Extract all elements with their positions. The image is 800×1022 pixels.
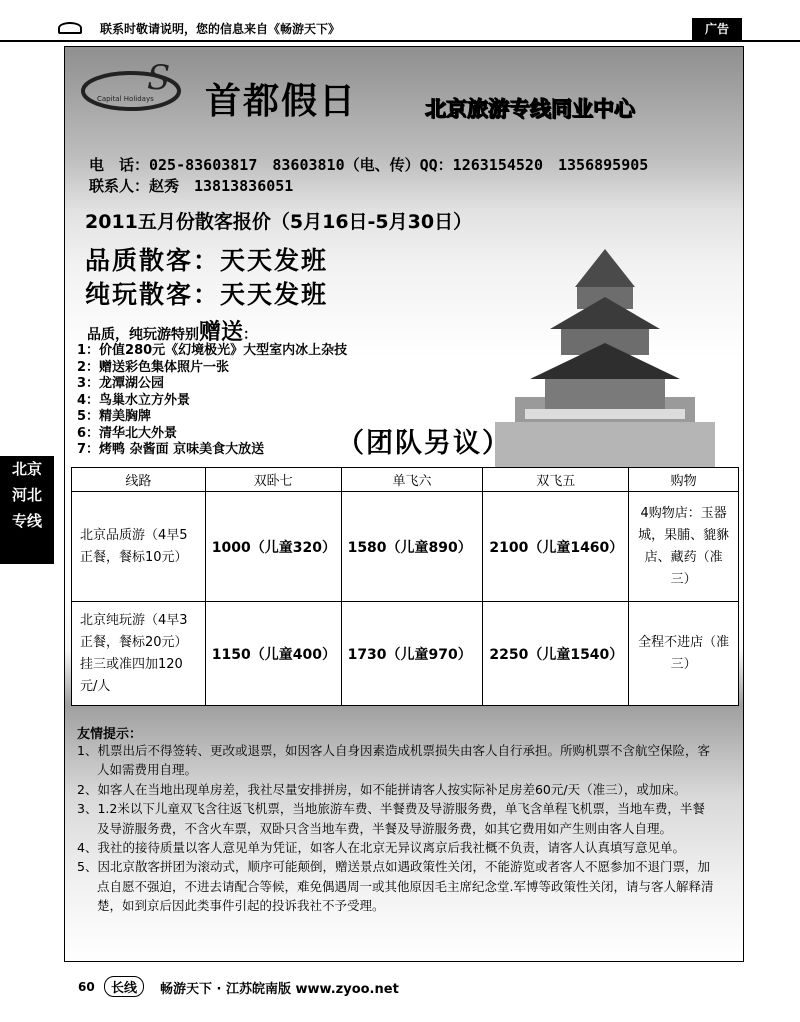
- header-notice: 联系时敬请说明，您的信息来自《畅游天下》: [100, 22, 341, 36]
- list-item: 1：价值280元《幻境极光》大型室内冰上杂技: [77, 343, 348, 358]
- list-item: 4、我社的接待质量以客人意见单为凭证，如客人在北京无异议离京后我社概不负责，请客人认真填写意见单。: [77, 840, 685, 856]
- col-header-one-way-flight: 单飞六: [341, 468, 483, 492]
- gift-heading-emphasis: 赠送: [199, 320, 244, 345]
- phone-line: 电 话：025-83603817 83603810（电、传）QQ：1263154520 1356895905: [89, 156, 649, 174]
- price-cell: 2100（儿童1460）: [483, 492, 629, 602]
- list-item: 1、机票出后不得签转、更改或退票，如因客人自身因素造成机票损失由客人自行承担。所购机票不含航空保险，客人如需费用自理。: [77, 743, 710, 778]
- price-cell: 1730（儿童970）: [341, 602, 483, 706]
- brand-subtitle: 北京旅游专线同业中心: [425, 97, 635, 121]
- table-header-row: [72, 468, 739, 492]
- gift-heading-prefix: 品质，纯玩游特别: [87, 327, 199, 343]
- group-price-note: （团队另议）: [337, 428, 511, 459]
- list-item: 5、因北京散客拼团为滚动式，顺序可能颠倒，赠送景点如遇政策性关闭，不能游览或者客人不愿参加不退门票，加点自愿不强迫，不进去请配合等候，难免偶遇周一或其他原因毛主席纪念堂.军博等政策性关闭，请与客人解释清楚，如到京后因此类事件引起的投诉我社不予受理。: [77, 859, 714, 914]
- page-number: 60: [78, 980, 95, 994]
- shopping-cell: 全程不进店（准三）: [629, 602, 739, 706]
- tips-heading: 友情提示：: [77, 727, 143, 742]
- list-item: 3、1.2米以下儿童双飞含往返飞机票，当地旅游车费、半餐费及导游服务费，单飞含单程飞机票，当地车费，半餐及导游服务费，不含火车票，双卧只含当地车费，半餐及导游服务费，如其它费用如产生则由客人自理。: [77, 801, 705, 836]
- list-item: 6：清华北大外景: [77, 425, 178, 441]
- price-cell: 2250（儿童1540）: [483, 602, 629, 706]
- publication-line: 畅游天下 · 江苏皖南版 www.zyoo.net: [160, 982, 399, 997]
- list-item: 2、如客人在当地出现单房差，我社尽量安排拼房，如不能拼请客人按实际补足房差60元/天（准三），或加床。: [77, 781, 687, 797]
- route-cell: 北京纯玩游（4早3正餐，餐标20元）挂三或准四加120元/人: [72, 602, 206, 706]
- gift-heading: [87, 315, 257, 346]
- gift-list: [77, 343, 347, 459]
- table-row: [72, 492, 739, 602]
- price-table: [71, 467, 739, 706]
- temple-of-heaven-illustration: [495, 247, 715, 467]
- col-header-shopping: 购物: [629, 468, 739, 492]
- gift-heading-suffix: ：: [243, 327, 258, 343]
- top-bar: [0, 0, 800, 42]
- list-item: 3：龙潭湖公园: [77, 376, 165, 391]
- side-tab-line-3: 专线: [11, 512, 42, 530]
- col-header-route: 线路: [72, 468, 206, 492]
- tips-list: [77, 741, 717, 916]
- offer-line-quality: 品质散客：天天发班: [85, 246, 329, 275]
- offer-line-pure: 纯玩散客：天天发班: [85, 280, 329, 309]
- brand-title: 首都假日: [205, 80, 358, 122]
- route-cell: 北京品质游（4早5正餐，餐标10元）: [72, 492, 206, 602]
- advertisement-panel: [64, 46, 744, 962]
- svg-text:S: S: [147, 59, 171, 98]
- col-header-train: 双卧七: [205, 468, 341, 492]
- contact-block: [89, 155, 648, 197]
- list-item: 2：赠送彩色集体照片一张: [77, 359, 230, 375]
- col-header-round-flight: 双飞五: [483, 468, 629, 492]
- side-tab-line-1: 北京: [11, 460, 42, 478]
- list-item: 7：烤鸭 杂酱面 京味美食大放送: [77, 442, 265, 457]
- price-cell: 1000（儿童320）: [205, 492, 341, 602]
- section-tag: 长线: [104, 976, 144, 997]
- publication-logo-icon: [58, 22, 82, 34]
- price-cell: 1150（儿童400）: [205, 602, 341, 706]
- contact-person-line: 联系人：赵秀 13813836051: [89, 177, 294, 195]
- section-side-tab: [0, 456, 54, 564]
- list-item: 5：精美胸牌: [77, 409, 152, 424]
- price-cell: 1580（儿童890）: [341, 492, 483, 602]
- page-footer: [0, 966, 800, 1006]
- list-item: 4：鸟巢水立方外景: [77, 392, 191, 408]
- svg-text:Capital Holidays: Capital Holidays: [97, 95, 154, 103]
- table-row: [72, 602, 739, 706]
- shopping-cell: 4购物店：玉器城，果脯、貔貅店、藏药（准三）: [629, 492, 739, 602]
- offer-title: 2011五月份散客报价（5月16日-5月30日）: [85, 211, 473, 233]
- ad-badge: 广告: [692, 18, 742, 40]
- capital-holidays-logo: [79, 59, 189, 117]
- side-tab-line-2: 河北: [11, 486, 42, 504]
